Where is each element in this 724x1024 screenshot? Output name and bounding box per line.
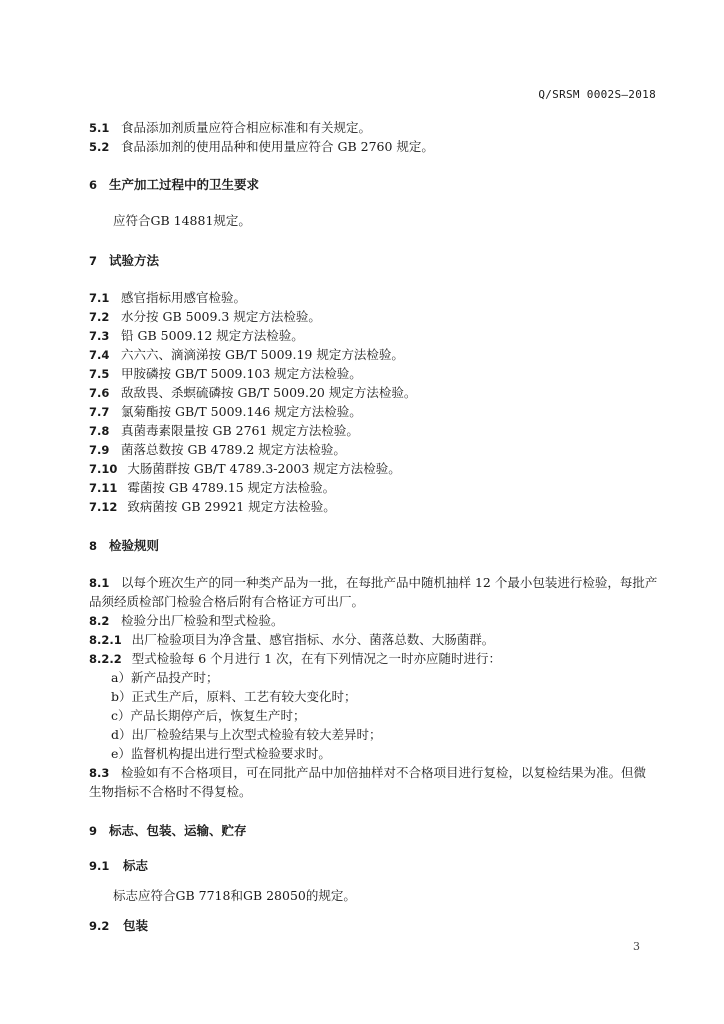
clause-text: 型式检验每 6 个月进行 1 次，在有下列情况之一时亦应随时进行： bbox=[131, 651, 502, 666]
clause-number: 7.10 bbox=[89, 462, 118, 476]
section-title: 标志、包装、运输、贮存 bbox=[109, 823, 247, 838]
clause-number: 8.1 bbox=[89, 576, 110, 590]
clause-8-1-continued: 品须经质检部门检验合格后附有合格证方可出厂。 bbox=[89, 594, 365, 609]
clause-text: 水分按 GB 5009.3 规定方法检验。 bbox=[121, 309, 321, 324]
section-number: 7 bbox=[89, 254, 98, 268]
clause-7-2 bbox=[89, 308, 321, 326]
clause-8-3-continued: 生物指标不合格时不得复检。 bbox=[89, 784, 252, 799]
clause-7-1 bbox=[89, 289, 246, 307]
clause-7-3 bbox=[89, 327, 304, 345]
clause-number: 7.1 bbox=[89, 291, 110, 305]
subsection-9-1-body: 标志应符合GB 7718和GB 28050的规定。 bbox=[113, 888, 356, 903]
clause-number: 8.2.2 bbox=[89, 652, 122, 666]
list-item-d: d）出厂检验结果与上次型式检验有较大差异时； bbox=[111, 727, 382, 742]
clause-5-1 bbox=[89, 119, 371, 137]
clause-7-6 bbox=[89, 384, 416, 402]
clause-7-4 bbox=[89, 346, 404, 364]
clause-text: 敌敌畏、杀螟硫磷按 GB/T 5009.20 规定方法检验。 bbox=[121, 385, 417, 400]
clause-8-2 bbox=[89, 612, 284, 630]
clause-text: 食品添加剂质量应符合相应标准和有关规定。 bbox=[121, 120, 372, 135]
section-7-heading bbox=[89, 252, 159, 270]
clause-8-3 bbox=[89, 764, 646, 782]
clause-7-10 bbox=[89, 460, 401, 478]
subsection-number: 9.2 bbox=[89, 919, 110, 933]
clause-text: 致病菌按 GB 29921 规定方法检验。 bbox=[127, 499, 336, 514]
clause-text: 食品添加剂的使用品种和使用量应符合 GB 2760 规定。 bbox=[121, 139, 434, 154]
clause-7-12 bbox=[89, 498, 336, 516]
clause-text: 菌落总数按 GB 4789.2 规定方法检验。 bbox=[121, 442, 346, 457]
clause-number: 7.6 bbox=[89, 386, 110, 400]
clause-7-5 bbox=[89, 365, 362, 383]
subsection-number: 9.1 bbox=[89, 859, 110, 873]
clause-number: 7.2 bbox=[89, 310, 110, 324]
clause-number: 7.7 bbox=[89, 405, 110, 419]
clause-number: 5.1 bbox=[89, 121, 110, 135]
clause-text: 铅 GB 5009.12 规定方法检验。 bbox=[121, 328, 304, 343]
clause-text: 检验如有不合格项目，可在同批产品中加倍抽样对不合格项目进行复检，以复检结果为准。但微 bbox=[121, 765, 647, 780]
clause-5-2 bbox=[89, 138, 434, 156]
clause-7-8 bbox=[89, 422, 359, 440]
section-number: 9 bbox=[89, 824, 98, 838]
clause-number: 8.2 bbox=[89, 614, 110, 628]
clause-8-2-2 bbox=[89, 650, 501, 668]
clause-text: 氯菊酯按 GB/T 5009.146 规定方法检验。 bbox=[121, 404, 362, 419]
clause-text: 真菌毒素限量按 GB 2761 规定方法检验。 bbox=[121, 423, 359, 438]
section-number: 8 bbox=[89, 539, 98, 553]
list-item-a: a）新产品投产时； bbox=[111, 670, 219, 685]
section-title: 试验方法 bbox=[109, 253, 160, 268]
section-title: 生产加工过程中的卫生要求 bbox=[109, 177, 260, 192]
clause-text: 大肠菌群按 GB/T 4789.3-2003 规定方法检验。 bbox=[127, 461, 401, 476]
section-6-heading bbox=[89, 176, 259, 194]
section-9-heading bbox=[89, 822, 247, 840]
subsection-title: 包装 bbox=[123, 918, 149, 933]
clause-text: 检验分出厂检验和型式检验。 bbox=[121, 613, 284, 628]
clause-number: 7.5 bbox=[89, 367, 110, 381]
list-item-b: b）正式生产后，原料、工艺有较大变化时； bbox=[111, 689, 357, 704]
clause-7-11 bbox=[89, 479, 335, 497]
clause-number: 7.4 bbox=[89, 348, 110, 362]
subsection-9-2-heading bbox=[89, 917, 148, 935]
clause-text: 甲胺磷按 GB/T 5009.103 规定方法检验。 bbox=[121, 366, 362, 381]
clause-number: 7.3 bbox=[89, 329, 110, 343]
clause-8-2-1 bbox=[89, 631, 494, 649]
clause-text: 霉菌按 GB 4789.15 规定方法检验。 bbox=[127, 480, 336, 495]
list-item-c: c）产品长期停产后，恢复生产时； bbox=[111, 708, 306, 723]
clause-8-1 bbox=[89, 574, 657, 592]
list-item-e: e）监督机构提出进行型式检验要求时。 bbox=[111, 746, 331, 761]
clause-text: 以每个班次生产的同一种类产品为一批，在每批产品中随机抽样 12 个最小包装进行检验，每批产 bbox=[121, 575, 658, 590]
clause-number: 8.3 bbox=[89, 766, 110, 780]
clause-number: 7.9 bbox=[89, 443, 110, 457]
section-title: 检验规则 bbox=[109, 538, 160, 553]
subsection-title: 标志 bbox=[123, 858, 149, 873]
section-number: 6 bbox=[89, 178, 98, 192]
clause-text: 出厂检验项目为净含量、感官指标、水分、菌落总数、大肠菌群。 bbox=[131, 632, 495, 647]
subsection-9-1-heading bbox=[89, 857, 148, 875]
clause-7-7 bbox=[89, 403, 362, 421]
clause-7-9 bbox=[89, 441, 346, 459]
section-6-body: 应符合GB 14881规定。 bbox=[113, 213, 251, 228]
clause-number: 7.8 bbox=[89, 424, 110, 438]
page-number: 3 bbox=[633, 940, 640, 953]
clause-text: 六六六、滴滴涕按 GB/T 5009.19 规定方法检验。 bbox=[121, 347, 404, 362]
clause-number: 5.2 bbox=[89, 140, 110, 154]
clause-number: 7.11 bbox=[89, 481, 118, 495]
clause-text: 感官指标用感官检验。 bbox=[121, 290, 247, 305]
document-code: Q/SRSM 0002S—2018 bbox=[538, 88, 656, 101]
clause-number: 7.12 bbox=[89, 500, 118, 514]
clause-number: 8.2.1 bbox=[89, 633, 122, 647]
section-8-heading bbox=[89, 537, 159, 555]
